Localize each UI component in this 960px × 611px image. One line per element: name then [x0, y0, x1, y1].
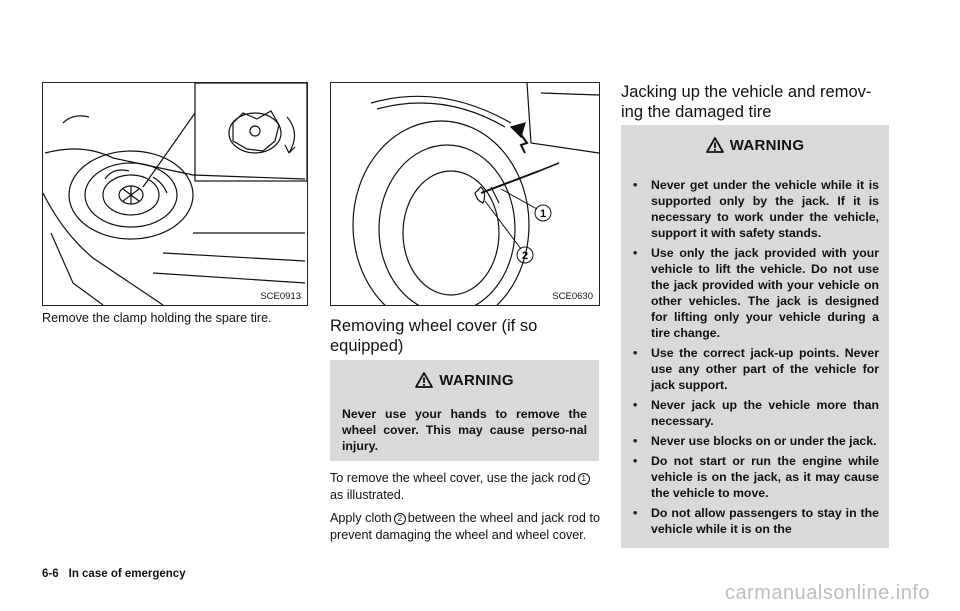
section-heading-jacking: Jacking up the vehicle and remov- ing the damaged tire [621, 83, 872, 121]
list-item: • Use the correct jack-up points. Never use any other part of the vehicle for jack support. [633, 346, 879, 392]
warning-bullet-list [625, 177, 879, 541]
list-item: • Do not start or run the engine while vehicle is on the jack, as it may cause the vehicle to move. [633, 454, 879, 500]
page-number: 6-6 [42, 568, 59, 580]
list-item: • Never jack up the vehicle more than necessary. [633, 398, 879, 428]
ref-number-2: 2 [394, 513, 406, 525]
list-item: • Never get under the vehicle while it is supported only by the jack. If it is necessary to work under the vehicle, support it with safety stands. [633, 178, 879, 240]
warning-box-wheel-cover [330, 360, 599, 461]
list-item: • Do not allow passengers to stay in the vehicle while it is on the [633, 506, 879, 536]
figure-code: SCE0630 [552, 291, 593, 302]
warning-title: WARNING [621, 137, 889, 154]
watermark: carmanualsonline.info [724, 582, 930, 604]
warning-box-jacking [621, 125, 889, 548]
callout-2: 2 [521, 250, 529, 262]
warning-triangle-icon [415, 372, 433, 388]
paragraph-jack-rod: To remove the wheel cover, use the jack rod 1as illustrated. [330, 470, 600, 504]
figure-code: SCE0913 [260, 291, 301, 302]
ref-number-1: 1 [578, 473, 590, 485]
footer-section-title: In case of emergency [68, 568, 186, 580]
figure-caption: Remove the clamp holding the spare tire. [42, 311, 272, 325]
figure-spare-tire-clamp [42, 82, 308, 306]
page-footer [42, 568, 186, 580]
wheel-cover-illustration [331, 83, 599, 305]
warning-text: Never use your hands to remove the wheel cover. This may cause perso-nal injury. [342, 407, 587, 453]
callout-1: 1 [539, 208, 547, 220]
section-heading-wheel-cover: Removing wheel cover (if so equipped) [330, 317, 538, 355]
list-item: • Use only the jack provided with your vehicle to lift the vehicle. Do not use the jack provided with your vehicle on other vehicles. The jack is designed for lifting only your vehicle during a tire change. [633, 246, 879, 340]
warning-triangle-icon [706, 137, 724, 153]
warning-title: WARNING [330, 372, 599, 389]
paragraph-apply-cloth: Apply cloth 2 between the wheel and jack rod to prevent damaging the wheel and wheel cover. [330, 511, 601, 542]
figure-wheel-cover-removal [330, 82, 600, 306]
list-item: • Never use blocks on or under the jack. [633, 434, 877, 448]
spare-tire-illustration [43, 83, 307, 305]
